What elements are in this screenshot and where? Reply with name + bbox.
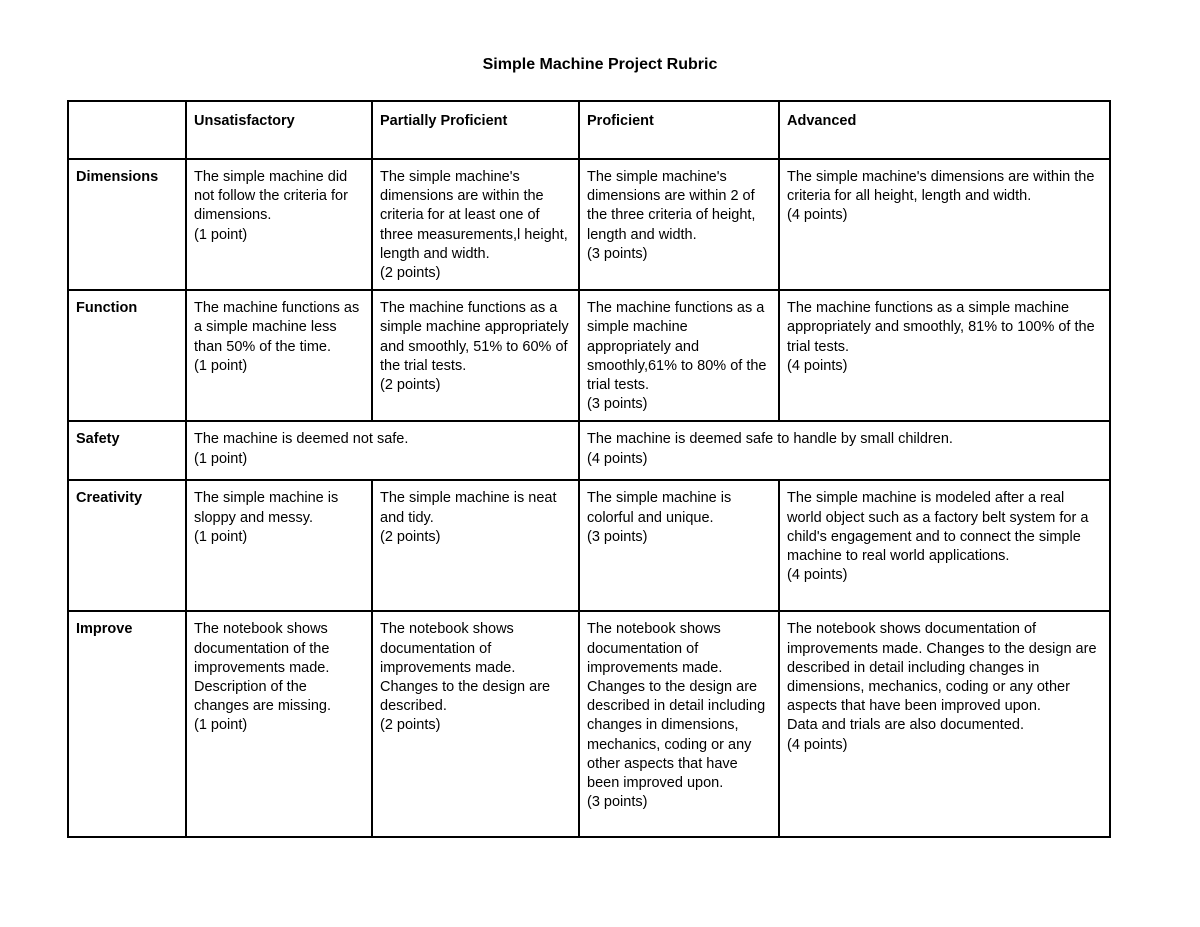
cell-function-unsatisfactory: The machine functions as a simple machine less than 50% of the time. (1 point) bbox=[186, 290, 372, 421]
cell-creativity-proficient: The simple machine is colorful and unique. (3 points) bbox=[579, 480, 779, 611]
cell-function-partially-proficient: The machine functions as a simple machine appropriately and smoothly, 51% to 60% of the trial tests. (2 points) bbox=[372, 290, 579, 421]
cell-improve-partially-proficient: The notebook shows documentation of improvements made. Changes to the design are described. (2 points) bbox=[372, 611, 579, 837]
header-empty-cell bbox=[68, 101, 186, 159]
cell-dimensions-proficient: The simple machine's dimensions are within 2 of the three criteria of height, length and width. (3 points) bbox=[579, 159, 779, 290]
cell-creativity-unsatisfactory: The simple machine is sloppy and messy. (1 point) bbox=[186, 480, 372, 611]
cell-improve-advanced: The notebook shows documentation of improvements made. Changes to the design are described in detail including changes in dimensions, mechanics, coding or any other aspects that have been improved upon. Data and trials are also documented. (4 points) bbox=[779, 611, 1110, 837]
page-title: Simple Machine Project Rubric bbox=[482, 56, 718, 73]
cell-function-advanced: The machine functions as a simple machine appropriately and smoothly, 81% to 100% of the trial tests. (4 points) bbox=[779, 290, 1110, 421]
row-creativity bbox=[68, 480, 1110, 611]
cell-dimensions-unsatisfactory: The simple machine did not follow the criteria for dimensions. (1 point) bbox=[186, 159, 372, 290]
row-label-creativity: Creativity bbox=[68, 480, 186, 611]
cell-safety-not-safe: The machine is deemed not safe. (1 point) bbox=[186, 421, 579, 480]
rubric-table bbox=[67, 100, 1111, 838]
row-label-safety: Safety bbox=[68, 421, 186, 480]
cell-dimensions-partially-proficient: The simple machine's dimensions are within the criteria for at least one of three measurements,l height, length and width. (2 points) bbox=[372, 159, 579, 290]
cell-improve-proficient: The notebook shows documentation of improvements made. Changes to the design are described in detail including changes in dimensions, mechanics, coding or any other aspects that have been improved upon. (3 points) bbox=[579, 611, 779, 837]
cell-improve-unsatisfactory: The notebook shows documentation of the improvements made. Description of the changes are missing. (1 point) bbox=[186, 611, 372, 837]
cell-safety-safe: The machine is deemed safe to handle by small children. (4 points) bbox=[579, 421, 1110, 480]
row-label-function: Function bbox=[68, 290, 186, 421]
cell-creativity-advanced: The simple machine is modeled after a real world object such as a factory belt system for a child's engagement and to connect the simple machine to real world applications. (4 points) bbox=[779, 480, 1110, 611]
header-advanced: Advanced bbox=[779, 101, 1110, 159]
cell-creativity-partially-proficient: The simple machine is neat and tidy. (2 points) bbox=[372, 480, 579, 611]
row-label-improve: Improve bbox=[68, 611, 186, 837]
cell-dimensions-advanced: The simple machine's dimensions are within the criteria for all height, length and width. (4 points) bbox=[779, 159, 1110, 290]
cell-function-proficient: The machine functions as a simple machine appropriately and smoothly,61% to 80% of the trial tests. (3 points) bbox=[579, 290, 779, 421]
header-unsatisfactory: Unsatisfactory bbox=[186, 101, 372, 159]
row-safety bbox=[68, 421, 1110, 480]
header-proficient: Proficient bbox=[579, 101, 779, 159]
row-function bbox=[68, 290, 1110, 421]
row-label-dimensions: Dimensions bbox=[68, 159, 186, 290]
row-improve bbox=[68, 611, 1110, 837]
header-row bbox=[68, 101, 1110, 159]
row-dimensions bbox=[68, 159, 1110, 290]
header-partially-proficient: Partially Proficient bbox=[372, 101, 579, 159]
